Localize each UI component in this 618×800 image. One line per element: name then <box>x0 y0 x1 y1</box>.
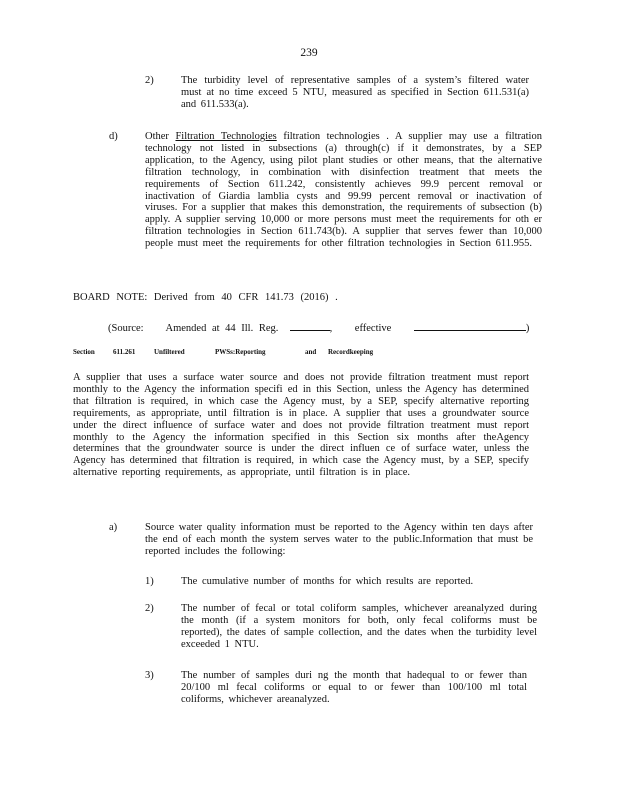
section-number: 611.261 <box>113 348 136 356</box>
item-d-paragraph <box>145 131 542 250</box>
section-title-word-3: and <box>305 348 317 356</box>
source-action: Amended at 44 Ill. Reg. <box>165 323 279 334</box>
sub-item-3-marker: 3) <box>145 670 154 681</box>
item-d-lead: Other <box>145 131 176 142</box>
item-a-marker: a) <box>109 522 118 533</box>
page-number: 239 <box>300 47 318 59</box>
section-title-word-1: Unfiltered <box>154 348 185 356</box>
item-a-text: Source water quality information must be reported to the Agency within ten days after the end of each month the system serves water to the public.Information that must be reported includes the following: <box>145 522 533 557</box>
section-title-word-2: PWSs:Reporting <box>215 348 266 356</box>
source-effective: effective <box>354 323 392 334</box>
sub-item-1-text: The cumulative number of months for which results are reported. <box>181 576 474 587</box>
effective-date-blank <box>414 320 526 331</box>
item-2-marker: 2) <box>145 75 154 86</box>
item-d-marker: d) <box>109 131 118 142</box>
sub-item-2-marker: 2) <box>145 603 154 614</box>
item-2-text: The turbidity level of representative samples of a system’s filtered water must at no time exceed 5 NTU, measured as specified in Section 611.531(a) and 611.533(a). <box>181 75 529 110</box>
section-label: Section <box>73 348 95 356</box>
sub-item-2-text: The number of fecal or total coliform samples, whichever areanalyzed during the month (if a system monitors for both, only fecal coliforms must be reported), the dates of sample collection, and the dates when the turbidity level exceeded 1 NTU. <box>181 603 537 650</box>
intro-paragraph: A supplier that uses a surface water source and does not provide filtration treatment must report monthly to the Agency the information specifi ed in this Section, unless the Agency has determined that filtration is required, in which case the Agency must, by a SEP, specify alternative reporting requirements, as appropriate, until filtration is in place. A supplier that uses a groundwater source under the direct influence of surface water and does not provide filtration treatment must report monthly to the Agency the information specified in this Section six months after theAgency determines that the groundwater source is under the direct influen ce of surface water, unless the Agency has determined that filtration is required, in which case the Agency must, by a SEP, specify alternative reporting requirements, as appropriate, until filtration is in place. <box>73 372 529 479</box>
source-close: ) <box>525 323 530 334</box>
board-note: BOARD NOTE: Derived from 40 CFR 141.73 (2016) . <box>73 292 338 303</box>
register-blank <box>290 320 330 331</box>
sub-item-3-text: The number of samples duri ng the month that hadequal to or fewer than 20/100 ml fecal coliforms or equal to or fewer than 100/100 ml total coliforms, whichever areanalyzed. <box>181 670 527 705</box>
sub-item-1-marker: 1) <box>145 576 154 587</box>
section-title-word-4: Recordkeeping <box>328 348 374 356</box>
item-d-text: filtration technologies . A supplier may use a filtration technology not listed in subsections (a) through(c) if it demonstrates, by a SEP application, to the Agency, using pilot plant studies or other means, that the alternative filtration technology, in combination with disinfection treatment that meets the requirements of Section 611.242, consistently achieves 99.9 percent removal or inactivation of Giardia lamblia cysts and 99.99 percent removal or inactivation of viruses. For a supplier that makes this demonstration, the requirements of subsection (b) apply. A supplier serving 10,000 or more persons must meet the requirements for oth er filtration technologies in Section 611.743(b). A supplier that serves fewer than 10,000 people must meet the requirements for other filtration technologies in Section 611.955. <box>145 131 542 250</box>
source-open: (Source: <box>108 323 144 334</box>
item-d-underlined-heading: Filtration Technologies <box>175 131 277 142</box>
source-line: (Source: Amended at 44 Ill. Reg. , effective ) <box>108 320 529 334</box>
